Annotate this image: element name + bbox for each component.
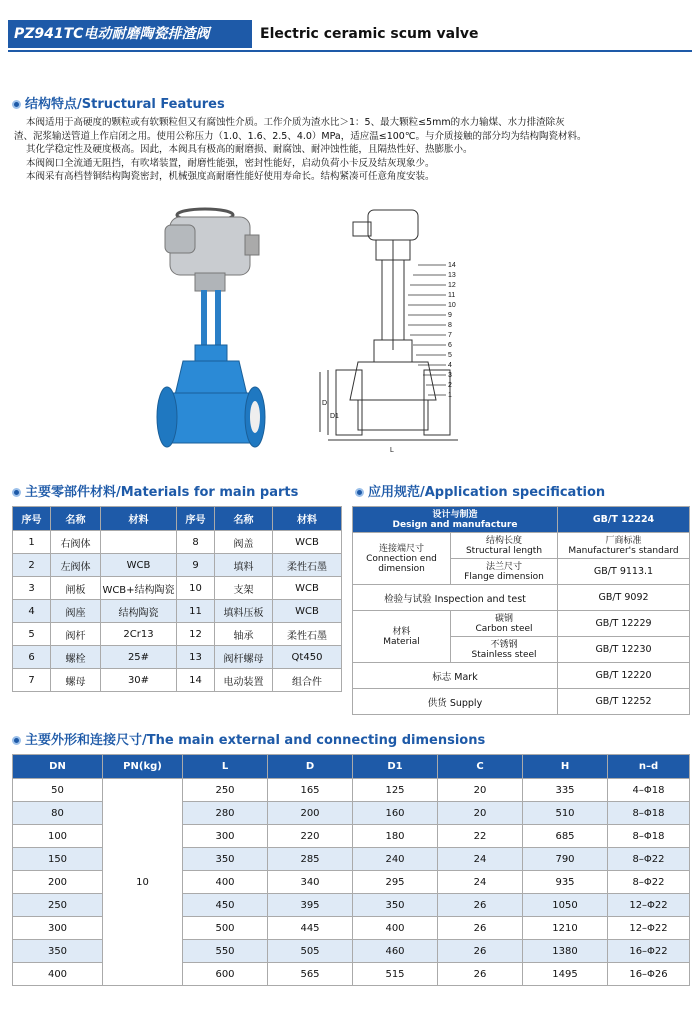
cell: 26 (438, 894, 523, 917)
spec-header (353, 507, 558, 533)
cell: 11 (177, 600, 215, 623)
cell: 450 (183, 894, 268, 917)
page-header (8, 20, 692, 48)
cell: 20 (438, 802, 523, 825)
cell: 80 (13, 802, 103, 825)
spec-insp: 检验与试验 Inspection and test (353, 585, 558, 611)
part-label: 5 (448, 352, 452, 359)
cell: 350 (353, 894, 438, 917)
spec-flange-cn: 法兰尺寸 (485, 561, 522, 572)
cell: 4–Φ18 (608, 779, 690, 802)
spec-struct (451, 533, 558, 559)
section-structural-label: 结构特点/Structural Features (25, 97, 225, 112)
cell: 5 (13, 623, 51, 646)
cell: 30# (101, 669, 177, 692)
spec-stainless-val: GB/T 12230 (558, 637, 690, 663)
cell: 8–Φ18 (608, 825, 690, 848)
cell: WCB+结构陶瓷 (101, 577, 177, 600)
cell: 柔性石墨 (273, 623, 342, 646)
table-row (13, 531, 342, 554)
spec-stainless (451, 637, 558, 663)
cell: 510 (523, 802, 608, 825)
description (14, 116, 686, 184)
table-row (13, 779, 690, 802)
cell: 505 (268, 940, 353, 963)
desc-line: 其化学稳定性及硬度极高。因此，本阀具有极高的耐磨损、耐腐蚀、耐冲蚀性能，且隔热性好、热膨胀小。 (26, 144, 473, 155)
part-label: 13 (448, 272, 456, 279)
part-label: 8 (448, 322, 452, 329)
col-header: 序号 (13, 507, 51, 531)
col-header: 材料 (101, 507, 177, 531)
spec-supply: 供货 Supply (353, 689, 558, 715)
part-label: 1 (448, 392, 452, 399)
cell: 2 (13, 554, 51, 577)
cell: 300 (13, 917, 103, 940)
cell: 阀座 (51, 600, 101, 623)
cell: 250 (13, 894, 103, 917)
cell: 600 (183, 963, 268, 986)
bullet-icon (12, 100, 21, 109)
cell: 6 (13, 646, 51, 669)
col-header: L (183, 755, 268, 779)
cell: 200 (268, 802, 353, 825)
cell: 295 (353, 871, 438, 894)
title-en: Electric ceramic scum valve (260, 26, 479, 42)
spec-carbon-en: Carbon steel (475, 623, 533, 634)
cell: 电动装置 (215, 669, 273, 692)
valve-photo (155, 195, 275, 465)
table-row (13, 623, 342, 646)
section-dimensions (12, 729, 485, 748)
spec-carbon-cn: 碳钢 (494, 613, 513, 624)
col-header: D1 (353, 755, 438, 779)
spec-conn-cn: 连接端尺寸 (378, 543, 424, 554)
part-label: 14 (448, 262, 456, 269)
cell: 螺栓 (51, 646, 101, 669)
part-label: 6 (448, 342, 452, 349)
cell: 515 (353, 963, 438, 986)
cell: 2Cr13 (101, 623, 177, 646)
cell: 445 (268, 917, 353, 940)
cell: 200 (13, 871, 103, 894)
cell: 左阀体 (51, 554, 101, 577)
bullet-icon (12, 736, 21, 745)
materials-table (12, 506, 342, 692)
header-rule (8, 50, 692, 52)
col-header: 名称 (215, 507, 273, 531)
table-row (13, 554, 342, 577)
cell: 轴承 (215, 623, 273, 646)
cell: 400 (13, 963, 103, 986)
part-label: 11 (448, 292, 456, 299)
cell: 支架 (215, 577, 273, 600)
col-header: n–d (608, 755, 690, 779)
cell: 165 (268, 779, 353, 802)
cell: 20 (438, 779, 523, 802)
desc-line: 渣、泥浆输送管道上作启闭之用。使用公称压力（1.0、1.6、2.5、4.0）MPa，适应温≤100℃。与介质接触的部分均为结构陶瓷材料。 (14, 130, 587, 142)
cell: 结构陶瓷 (101, 600, 177, 623)
part-label: 10 (448, 302, 456, 309)
cell: 3 (13, 577, 51, 600)
table-row (13, 669, 342, 692)
part-label: 7 (448, 332, 452, 339)
col-header: 名称 (51, 507, 101, 531)
cell: 12–Φ22 (608, 894, 690, 917)
section-dimensions-label: 主要外形和连接尺寸/The main external and connecting dimensions (25, 733, 486, 748)
bullet-icon (355, 488, 364, 497)
cell: 4 (13, 600, 51, 623)
cell: Qt450 (273, 646, 342, 669)
col-header: DN (13, 755, 103, 779)
section-structural (12, 93, 225, 112)
spec-std-en: Manufacturer's standard (568, 545, 679, 556)
cell: 400 (353, 917, 438, 940)
cell: 柔性石墨 (273, 554, 342, 577)
dimensions-table (12, 754, 690, 986)
spec-flange-en: Flange dimension (464, 571, 544, 582)
cell: 1495 (523, 963, 608, 986)
spec-supply-val: GB/T 12252 (558, 689, 690, 715)
cell: 26 (438, 940, 523, 963)
spec-flange-val: GB/T 9113.1 (558, 559, 690, 585)
spec-mark: 标志 Mark (353, 663, 558, 689)
desc-line: 本阀阀口全流通无阻挡，有吹堵装置，耐磨性能强，密封性能好，启动负荷小卡反及结灰现象少。 (26, 157, 435, 169)
cell: 13 (177, 646, 215, 669)
cell: 100 (13, 825, 103, 848)
bullet-icon (12, 488, 21, 497)
cell: 12–Φ22 (608, 917, 690, 940)
part-label: 9 (448, 312, 452, 319)
cell: 280 (183, 802, 268, 825)
cell: 180 (353, 825, 438, 848)
section-materials (12, 481, 298, 500)
spec-conn-en: Connection end dimension (366, 553, 437, 574)
cell: 160 (353, 802, 438, 825)
cell: 9 (177, 554, 215, 577)
cell: WCB (273, 531, 342, 554)
dim-label-d1: D1 (330, 413, 339, 420)
cell: WCB (101, 554, 177, 577)
cell: 24 (438, 871, 523, 894)
spec-header-val: GB/T 12224 (558, 507, 690, 533)
spec-conn (353, 533, 451, 585)
section-application-label: 应用规范/Application specification (368, 485, 606, 500)
desc-line: 本阀采有高档替铜结构陶瓷密封，机械强度高耐磨性能好使用寿命长。结构紧凑可任意角度安装。 (26, 171, 435, 182)
cell: 250 (183, 779, 268, 802)
cell: 16–Φ22 (608, 940, 690, 963)
spec-material-cn: 材料 (392, 626, 411, 637)
desc-line: 本阀适用于高硬度的颗粒或有软颗粒但又有腐蚀性介质。工作介质为渣水比＞1：5、最大颗粒≤5mm的水力输煤、水力排渣除灰 (26, 117, 565, 128)
cell: 22 (438, 825, 523, 848)
spec-insp-val: GB/T 9092 (558, 585, 690, 611)
spec-carbon-val: GB/T 12229 (558, 611, 690, 637)
cell: 285 (268, 848, 353, 871)
cell: 8–Φ18 (608, 802, 690, 825)
cell: WCB (273, 577, 342, 600)
table-row (13, 577, 342, 600)
cell: 填料压板 (215, 600, 273, 623)
valve-drawing (318, 200, 468, 460)
section-materials-label: 主要零部件材料/Materials for main parts (25, 485, 299, 500)
cell: 1050 (523, 894, 608, 917)
cell: 组合件 (273, 669, 342, 692)
section-application (355, 481, 605, 500)
cell: 500 (183, 917, 268, 940)
spec-struct-en: Structural length (465, 545, 543, 556)
cell: 12 (177, 623, 215, 646)
cell: 螺母 (51, 669, 101, 692)
spec-struct-cn: 结构长度 (485, 535, 522, 546)
col-header: D (268, 755, 353, 779)
cell (101, 531, 177, 554)
cell: 685 (523, 825, 608, 848)
cell: 935 (523, 871, 608, 894)
cell: 350 (183, 848, 268, 871)
cell: 565 (268, 963, 353, 986)
cell: 790 (523, 848, 608, 871)
spec-flange (451, 559, 558, 585)
part-label: 2 (448, 382, 452, 389)
cell: 1 (13, 531, 51, 554)
cell: 550 (183, 940, 268, 963)
spec-table (352, 506, 690, 715)
title-cn: PZ941TC电动耐磨陶瓷排渣阀 (8, 20, 252, 48)
cell: 335 (523, 779, 608, 802)
cell: 125 (353, 779, 438, 802)
table-row (13, 646, 342, 669)
table-row (13, 600, 342, 623)
cell: 8–Φ22 (608, 848, 690, 871)
cell: 150 (13, 848, 103, 871)
cell: 1210 (523, 917, 608, 940)
spec-design-en: Design and manufacture (392, 519, 518, 530)
spec-std (558, 533, 690, 559)
spec-material (353, 611, 451, 663)
cell: 220 (268, 825, 353, 848)
cell: 闸板 (51, 577, 101, 600)
col-header: C (438, 755, 523, 779)
cell: 340 (268, 871, 353, 894)
cell: WCB (273, 600, 342, 623)
cell: 14 (177, 669, 215, 692)
part-label: 3 (448, 372, 452, 379)
col-header: 材料 (273, 507, 342, 531)
spec-std-cn: 厂商标准 (605, 535, 642, 546)
cell: 50 (13, 779, 103, 802)
col-header: H (523, 755, 608, 779)
cell: 350 (13, 940, 103, 963)
cell: 24 (438, 848, 523, 871)
dim-label-l: L (390, 447, 394, 454)
cell: 8–Φ22 (608, 871, 690, 894)
spec-material-en: Material (383, 636, 420, 647)
cell: 8 (177, 531, 215, 554)
cell: 填料 (215, 554, 273, 577)
spec-stainless-en: Stainless steel (471, 649, 537, 660)
cell: 300 (183, 825, 268, 848)
cell: 阀杆 (51, 623, 101, 646)
dim-label-d: D (322, 400, 328, 407)
part-label: 12 (448, 282, 456, 289)
spec-mark-val: GB/T 12220 (558, 663, 690, 689)
cell: 460 (353, 940, 438, 963)
col-header: PN(kg) (103, 755, 183, 779)
cell: 26 (438, 963, 523, 986)
cell: 25# (101, 646, 177, 669)
cell: 阀盖 (215, 531, 273, 554)
cell: 1380 (523, 940, 608, 963)
cell: 阀杆螺母 (215, 646, 273, 669)
spec-stainless-cn: 不锈钢 (490, 639, 518, 650)
col-header: 序号 (177, 507, 215, 531)
cell: 右阀体 (51, 531, 101, 554)
spec-carbon (451, 611, 558, 637)
cell: 7 (13, 669, 51, 692)
part-label: 4 (448, 362, 452, 369)
cell: 26 (438, 917, 523, 940)
cell: 400 (183, 871, 268, 894)
cell: 16–Φ26 (608, 963, 690, 986)
cell: 10 (177, 577, 215, 600)
cell: 395 (268, 894, 353, 917)
spec-design-cn: 设计与制造 (432, 509, 478, 520)
pn-cell: 10 (103, 779, 183, 986)
cell: 240 (353, 848, 438, 871)
